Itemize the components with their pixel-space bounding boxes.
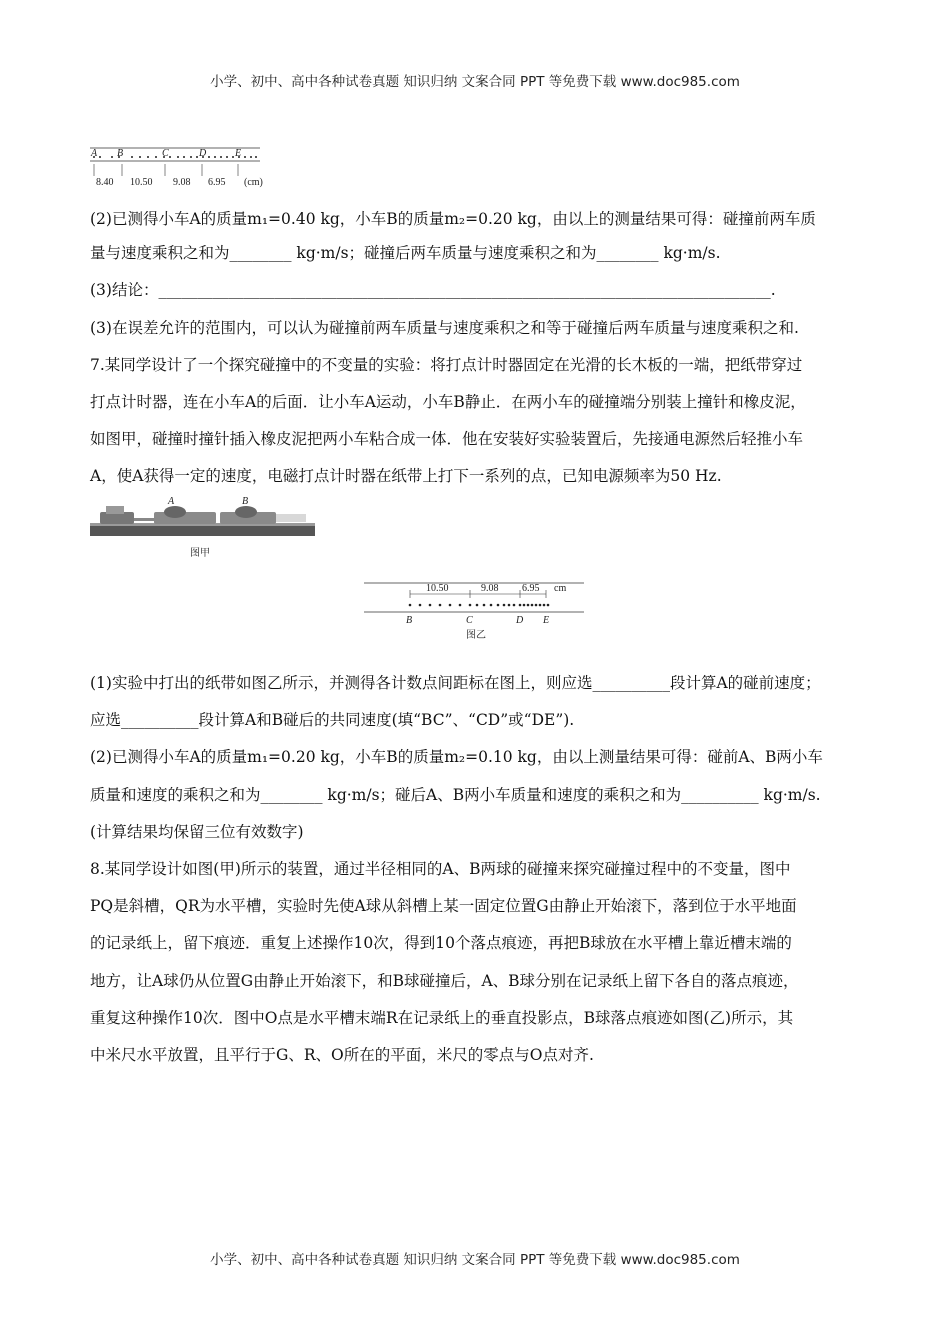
q7-intro-line1: 7.某同学设计了一个探究碰撞中的不变量的实验：将打点计时器固定在光滑的长木板的一端，把纸带穿过 (90, 356, 803, 374)
q7-part1-line2: 应选__________段计算A和B碰后的共同速度(填“BC”、“CD”或“DE”). (90, 711, 575, 729)
figure-jia-carts (90, 494, 320, 562)
tape-figure-q6 (88, 144, 278, 192)
tape2-point-e: E (543, 615, 550, 626)
q8-line4: 地方，让A球仍从位置G由静止开始滚下，和B球碰撞后，A、B球分别在记录纸上留下各自的落点痕迹， (90, 972, 799, 990)
page-header: 小学、初中、高中各种试卷真题 知识归纳 文案合同 PPT 等免费下载 www.doc985.com (210, 74, 740, 90)
q7-intro-line4: A，使A获得一定的速度，电磁打点计时器在纸带上打下一系列的点，已知电源频率为50 Hz. (90, 467, 722, 485)
q8-line1: 8.某同学设计如图(甲)所示的装置，通过半径相同的A、B两球的碰撞来探究碰撞过程中的不变量，图中 (90, 860, 791, 878)
q8-line3: 的记录纸上，留下痕迹．重复上述操作10次，得到10个落点痕迹，再把B球放在水平槽上靠近槽末端的 (90, 934, 792, 952)
cart-a-label: A (168, 496, 175, 507)
q8-line6: 中米尺水平放置，且平行于G、R、O所在的平面，米尺的零点与O点对齐. (90, 1046, 594, 1064)
tape-point-a: A (91, 148, 98, 159)
tape-unit: (cm) (244, 177, 263, 188)
tape2-distance-cd: 9.08 (481, 583, 499, 594)
tape2-point-d: D (516, 615, 524, 626)
figure-yi-tape (362, 580, 584, 642)
tape2-unit: cm (554, 583, 567, 594)
q7-part2-note: (计算结果均保留三位有效数字) (90, 823, 304, 841)
tape-distance-de: 6.95 (208, 177, 226, 188)
tape-distance-bc: 10.50 (130, 177, 153, 188)
page-footer: 小学、初中、高中各种试卷真题 知识归纳 文案合同 PPT 等免费下载 www.doc985.com (210, 1252, 740, 1268)
figure-yi-caption: 图乙 (466, 630, 486, 641)
tape2-point-c: C (466, 615, 473, 626)
tape2-distance-de: 6.95 (522, 583, 540, 594)
tape-point-c: C (162, 148, 169, 159)
q7-part1-line1: (1)实验中打出的纸带如图乙所示，并测得各计数点间距标在图上，则应选__________段计算A的碰前速度； (90, 674, 821, 692)
q8-line2: PQ是斜槽，QR为水平槽，实验时先使A球从斜槽上某一固定位置G由静止开始滚下，落到位于水平地面 (90, 897, 797, 915)
q6-part2-line2: 量与速度乘积之和为________ kg·m/s；碰撞后两车质量与速度乘积之和为________ kg·m/s. (90, 244, 721, 262)
q7-part2-line1: (2)已测得小车A的质量m₁=0.20 kg，小车B的质量m₂=0.10 kg，由以上测量结果可得：碰前A、B两小车 (90, 748, 823, 766)
q7-intro-line2: 打点计时器，连在小车A的后面．让小车A运动，小车B静止．在两小车的碰撞端分别装上撞针和橡皮泥， (90, 393, 806, 411)
tape-point-e: E (235, 148, 242, 159)
tape-point-b: B (117, 148, 124, 159)
tape-distance-ab: 8.40 (96, 177, 114, 188)
tape2-distance-bc: 10.50 (426, 583, 449, 594)
q6-part3-line: (3)结论：_______________________________________________________________________________. (90, 281, 776, 299)
tape2-point-b: B (406, 615, 413, 626)
tape-distance-cd: 9.08 (173, 177, 191, 188)
tape-point-d: D (199, 148, 207, 159)
q6-part2-line1: (2)已测得小车A的质量m₁=0.40 kg，小车B的质量m₂=0.20 kg，由以上的测量结果可得：碰撞前两车质 (90, 210, 816, 228)
q7-part2-line2: 质量和速度的乘积之和为________ kg·m/s；碰后A、B两小车质量和速度的乘积之和为__________ kg·m/s. (90, 786, 821, 804)
q6-answer-line: (3)在误差允许的范围内，可以认为碰撞前两车质量与速度乘积之和等于碰撞后两车质量与速度乘积之和. (90, 319, 799, 337)
figure-jia-caption: 图甲 (190, 548, 210, 559)
q7-intro-line3: 如图甲，碰撞时撞针插入橡皮泥把两小车粘合成一体．他在安装好实验装置后，先接通电源然后轻推小车 (90, 430, 804, 448)
q8-line5: 重复这种操作10次．图中O点是水平槽末端R在记录纸上的垂直投影点，B球落点痕迹如图(乙)所示，其 (90, 1009, 794, 1027)
cart-b-label: B (242, 496, 249, 507)
